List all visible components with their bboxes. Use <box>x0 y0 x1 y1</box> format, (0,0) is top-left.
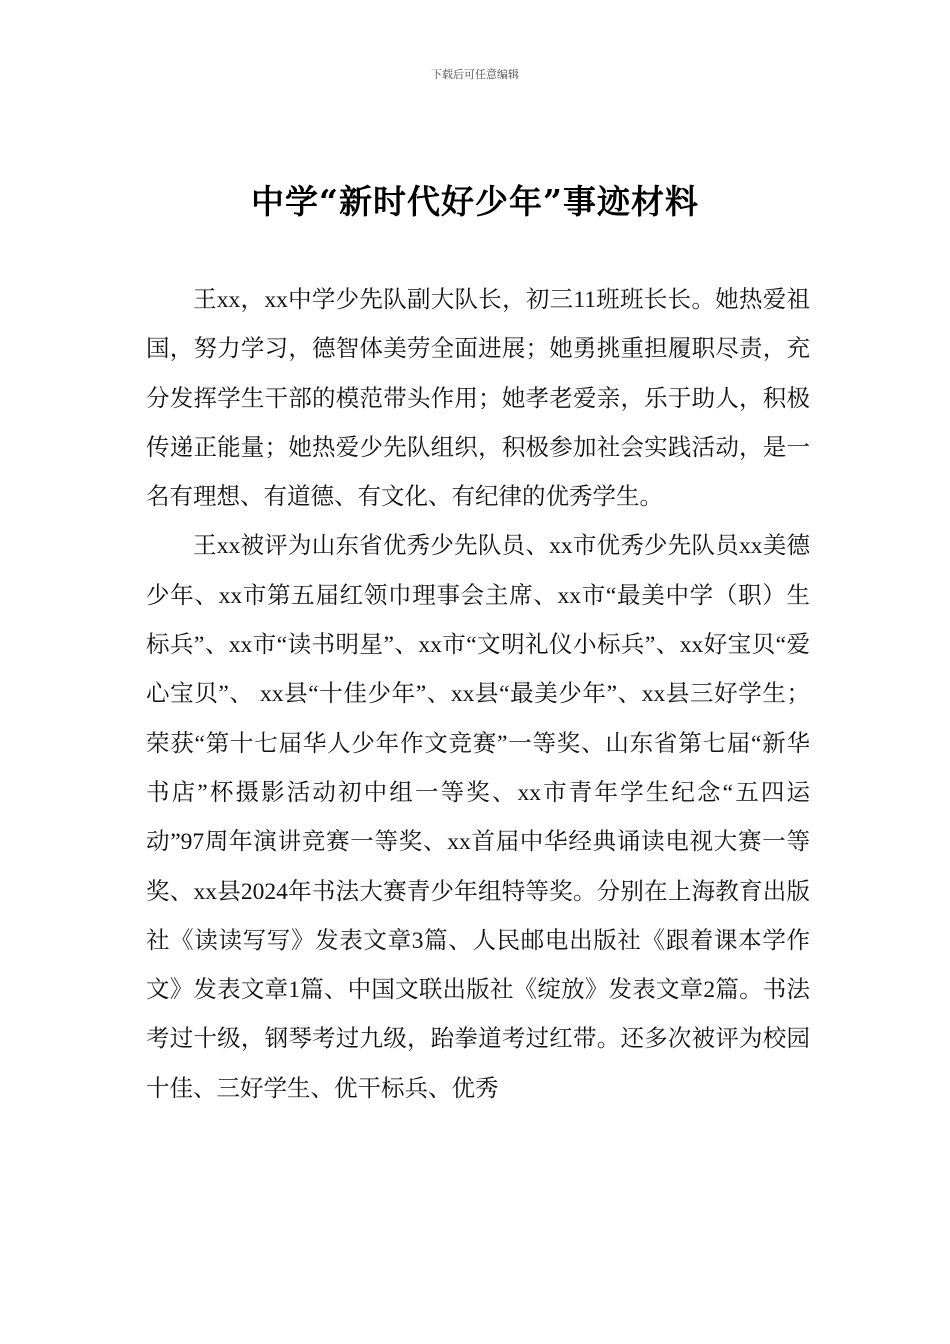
page-header-note: 下载后可任意编辑 <box>431 68 519 81</box>
document-title: 中学“新时代好少年”事迹材料 <box>251 182 699 221</box>
paragraph-honors: 王xx被评为山东省优秀少先队员、xx市优秀少先队员xx美德少年、xx市第五届红领巾理事会主席、xx市“最美中学（职）生标兵”、xx市“读书明星”、xx市“文明礼仪小标兵”、xx好宝贝“爱心宝贝”、 xx县“十佳少年”、xx县“最美少年”、xx县三好学生；荣获“第十七届华人少年作文竞赛”一等奖、山东省第七届“新华书店”杯摄影活动初中组一等奖、xx市青年学生纪念“五四运动”97周年演讲竞赛一等奖、xx首届中华经典诵读电视大赛一等奖、xx县2024年书法大赛青少年组特等奖。分别在上海教育出版社《读读写写》发表文章3篇、人民邮电出版社《跟着课本学作文》发表文章1篇、中国文联出版社《绽放》发表文章2篇。书法考过十级，钢琴考过九级，跆拳道考过红带。还多次被评为校园十佳、三好学生、优干标兵、优秀 <box>146 533 810 1102</box>
document-body <box>146 276 810 1114</box>
paragraph-intro: 王xx，xx中学少先队副大队长，初三11班班长长。她热爱祖国，努力学习，德智体美劳全面进展；她勇挑重担履职尽责，充分发挥学生干部的模范带头作用；她孝老爱亲，乐于助人，积极传递正能量；她热爱少先队组织，积极参加社会实践活动，是一名有理想、有道德、有文化、有纪律的优秀学生。 <box>146 287 810 511</box>
